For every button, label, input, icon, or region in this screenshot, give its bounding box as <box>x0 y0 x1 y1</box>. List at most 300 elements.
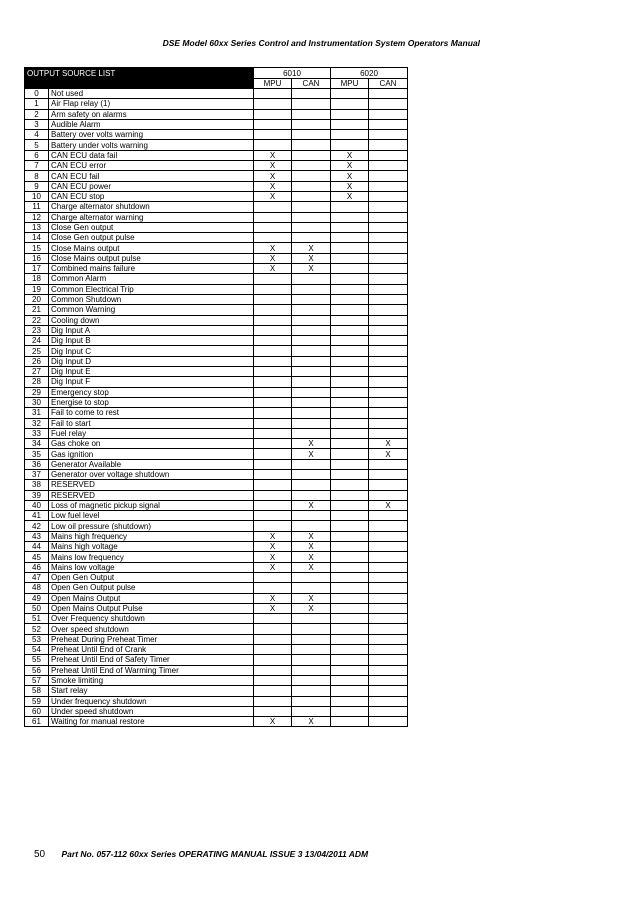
support-mark-cell <box>369 634 408 644</box>
row-label: Preheat Until End of Safety Timer <box>49 655 254 665</box>
support-mark-cell <box>254 706 292 716</box>
support-mark-cell <box>331 294 369 304</box>
row-label: Open Gen Output <box>49 572 254 582</box>
row-number: 18 <box>25 274 49 284</box>
support-mark-cell: X <box>369 500 408 510</box>
support-mark-cell <box>369 418 408 428</box>
table-row <box>25 305 408 315</box>
subheader-mpu: MPU <box>331 79 369 89</box>
support-mark-cell <box>369 521 408 531</box>
support-mark-cell <box>254 459 292 469</box>
table-row <box>25 696 408 706</box>
support-mark-cell <box>254 449 292 459</box>
support-mark-cell: X <box>254 542 292 552</box>
support-mark-cell <box>331 439 369 449</box>
support-mark-cell <box>369 531 408 541</box>
support-mark-cell <box>254 511 292 521</box>
row-number: 0 <box>25 89 49 99</box>
support-mark-cell <box>292 274 331 284</box>
row-label: Common Warning <box>49 305 254 315</box>
support-mark-cell <box>369 181 408 191</box>
row-number: 28 <box>25 377 49 387</box>
row-number: 37 <box>25 469 49 479</box>
row-number: 39 <box>25 490 49 500</box>
table-row <box>25 243 408 253</box>
support-mark-cell <box>292 284 331 294</box>
row-label: Close Gen output <box>49 222 254 232</box>
row-label: Generator over voltage shutdown <box>49 469 254 479</box>
row-number: 38 <box>25 480 49 490</box>
support-mark-cell <box>369 624 408 634</box>
support-mark-cell: X <box>292 264 331 274</box>
support-mark-cell: X <box>292 593 331 603</box>
row-number: 45 <box>25 552 49 562</box>
support-mark-cell <box>254 634 292 644</box>
row-number: 2 <box>25 109 49 119</box>
row-label: Fail to come to rest <box>49 408 254 418</box>
support-mark-cell <box>331 572 369 582</box>
row-number: 59 <box>25 696 49 706</box>
table-row <box>25 336 408 346</box>
support-mark-cell: X <box>292 500 331 510</box>
table-row <box>25 171 408 181</box>
support-mark-cell <box>369 552 408 562</box>
table-row <box>25 624 408 634</box>
table-row <box>25 99 408 109</box>
table-row <box>25 181 408 191</box>
table-row <box>25 603 408 613</box>
row-number: 43 <box>25 531 49 541</box>
support-mark-cell: X <box>292 717 331 727</box>
support-mark-cell <box>254 500 292 510</box>
support-mark-cell: X <box>254 253 292 263</box>
support-mark-cell <box>254 665 292 675</box>
support-mark-cell <box>369 387 408 397</box>
support-mark-cell <box>331 397 369 407</box>
row-label: Gas ignition <box>49 449 254 459</box>
table-row <box>25 480 408 490</box>
support-mark-cell <box>369 233 408 243</box>
support-mark-cell <box>369 294 408 304</box>
table-row <box>25 449 408 459</box>
page-number: 50 <box>34 849 46 860</box>
support-mark-cell <box>331 645 369 655</box>
support-mark-cell <box>369 315 408 325</box>
row-number: 32 <box>25 418 49 428</box>
support-mark-cell <box>254 490 292 500</box>
row-number: 56 <box>25 665 49 675</box>
support-mark-cell <box>254 645 292 655</box>
support-mark-cell: X <box>331 161 369 171</box>
row-label: Charge alternator shutdown <box>49 202 254 212</box>
support-mark-cell <box>369 686 408 696</box>
row-label: Gas choke on <box>49 439 254 449</box>
support-mark-cell: X <box>292 552 331 562</box>
support-mark-cell: X <box>292 542 331 552</box>
support-mark-cell <box>331 634 369 644</box>
support-mark-cell <box>331 686 369 696</box>
support-mark-cell: X <box>331 191 369 201</box>
support-mark-cell <box>292 686 331 696</box>
table-row <box>25 459 408 469</box>
row-number: 26 <box>25 356 49 366</box>
table-row <box>25 665 408 675</box>
support-mark-cell <box>292 89 331 99</box>
row-label: Dig Input A <box>49 325 254 335</box>
support-mark-cell <box>369 222 408 232</box>
row-label: Dig Input E <box>49 367 254 377</box>
row-label: Arm safety on alarms <box>49 109 254 119</box>
table-row <box>25 511 408 521</box>
row-label: Preheat Until End of Crank <box>49 645 254 655</box>
support-mark-cell <box>254 325 292 335</box>
support-mark-cell <box>369 150 408 160</box>
support-mark-cell <box>292 99 331 109</box>
support-mark-cell <box>292 521 331 531</box>
support-mark-cell <box>369 397 408 407</box>
row-label: Waiting for manual restore <box>49 717 254 727</box>
table-row <box>25 387 408 397</box>
support-mark-cell <box>254 109 292 119</box>
support-mark-cell <box>292 119 331 129</box>
support-mark-cell <box>331 336 369 346</box>
table-row <box>25 428 408 438</box>
support-mark-cell <box>292 675 331 685</box>
row-number: 27 <box>25 367 49 377</box>
support-mark-cell <box>254 119 292 129</box>
support-mark-cell <box>331 253 369 263</box>
table-row <box>25 202 408 212</box>
support-mark-cell: X <box>254 717 292 727</box>
support-mark-cell <box>292 233 331 243</box>
support-mark-cell: X <box>292 531 331 541</box>
table-row <box>25 521 408 531</box>
table-row <box>25 274 408 284</box>
row-number: 23 <box>25 325 49 335</box>
support-mark-cell <box>369 99 408 109</box>
row-label: Audible Alarm <box>49 119 254 129</box>
row-label: CAN ECU data fail <box>49 150 254 160</box>
support-mark-cell <box>254 89 292 99</box>
row-label: RESERVED <box>49 490 254 500</box>
support-mark-cell <box>292 222 331 232</box>
table-row <box>25 130 408 140</box>
support-mark-cell <box>254 336 292 346</box>
support-mark-cell <box>369 274 408 284</box>
table-row <box>25 397 408 407</box>
support-mark-cell <box>331 89 369 99</box>
support-mark-cell <box>254 130 292 140</box>
row-label: Charge alternator warning <box>49 212 254 222</box>
support-mark-cell: X <box>369 449 408 459</box>
table-row <box>25 686 408 696</box>
support-mark-cell <box>254 614 292 624</box>
support-mark-cell: X <box>254 171 292 181</box>
row-label: Close Mains output <box>49 243 254 253</box>
support-mark-cell <box>292 387 331 397</box>
support-mark-cell <box>369 572 408 582</box>
support-mark-cell <box>331 367 369 377</box>
row-label: Low fuel level <box>49 511 254 521</box>
table-row <box>25 367 408 377</box>
support-mark-cell <box>331 346 369 356</box>
support-mark-cell <box>369 377 408 387</box>
support-mark-cell <box>369 665 408 675</box>
support-mark-cell <box>331 119 369 129</box>
support-mark-cell <box>369 469 408 479</box>
support-mark-cell <box>369 367 408 377</box>
table-row <box>25 572 408 582</box>
support-mark-cell <box>254 583 292 593</box>
support-mark-cell <box>369 212 408 222</box>
support-mark-cell <box>369 490 408 500</box>
row-number: 47 <box>25 572 49 582</box>
model-6020-header: 6020 <box>331 68 408 79</box>
support-mark-cell: X <box>254 150 292 160</box>
table-row <box>25 531 408 541</box>
support-mark-cell <box>369 171 408 181</box>
row-label: Mains high frequency <box>49 531 254 541</box>
support-mark-cell <box>369 202 408 212</box>
row-label: Fuel relay <box>49 428 254 438</box>
support-mark-cell <box>292 408 331 418</box>
table-row <box>25 233 408 243</box>
row-number: 22 <box>25 315 49 325</box>
row-label: CAN ECU error <box>49 161 254 171</box>
table-row <box>25 109 408 119</box>
support-mark-cell <box>292 624 331 634</box>
support-mark-cell <box>369 717 408 727</box>
row-label: Dig Input B <box>49 336 254 346</box>
row-label: Close Gen output pulse <box>49 233 254 243</box>
support-mark-cell <box>331 531 369 541</box>
support-mark-cell <box>331 511 369 521</box>
table-row <box>25 119 408 129</box>
support-mark-cell <box>369 191 408 201</box>
support-mark-cell: X <box>254 161 292 171</box>
support-mark-cell <box>369 459 408 469</box>
support-mark-cell: X <box>369 439 408 449</box>
support-mark-cell <box>331 665 369 675</box>
table-row <box>25 542 408 552</box>
table-row <box>25 614 408 624</box>
support-mark-cell <box>292 109 331 119</box>
support-mark-cell <box>331 387 369 397</box>
table-row <box>25 284 408 294</box>
output-source-table <box>24 67 408 727</box>
row-label: Mains low voltage <box>49 562 254 572</box>
table-row <box>25 562 408 572</box>
row-number: 44 <box>25 542 49 552</box>
support-mark-cell <box>292 614 331 624</box>
row-label: Common Alarm <box>49 274 254 284</box>
support-mark-cell <box>369 706 408 716</box>
support-mark-cell <box>254 284 292 294</box>
row-label: Open Mains Output Pulse <box>49 603 254 613</box>
support-mark-cell <box>292 706 331 716</box>
support-mark-cell <box>369 614 408 624</box>
row-label: Dig Input C <box>49 346 254 356</box>
support-mark-cell <box>254 140 292 150</box>
support-mark-cell <box>292 212 331 222</box>
row-number: 48 <box>25 583 49 593</box>
support-mark-cell <box>331 130 369 140</box>
support-mark-cell <box>292 634 331 644</box>
support-mark-cell <box>369 562 408 572</box>
support-mark-cell <box>369 696 408 706</box>
row-label: Low oil pressure (shutdown) <box>49 521 254 531</box>
support-mark-cell <box>254 346 292 356</box>
support-mark-cell <box>331 696 369 706</box>
row-label: Emergency stop <box>49 387 254 397</box>
table-title: OUTPUT SOURCE LIST <box>25 68 254 79</box>
support-mark-cell <box>292 645 331 655</box>
support-mark-cell <box>254 202 292 212</box>
support-mark-cell: X <box>254 593 292 603</box>
support-mark-cell <box>292 469 331 479</box>
support-mark-cell <box>292 696 331 706</box>
table-row <box>25 439 408 449</box>
row-label: Battery under volts warning <box>49 140 254 150</box>
row-label: Smoke limiting <box>49 675 254 685</box>
support-mark-cell <box>254 439 292 449</box>
table-row <box>25 294 408 304</box>
row-label: Open Gen Output pulse <box>49 583 254 593</box>
support-mark-cell <box>369 428 408 438</box>
row-number: 60 <box>25 706 49 716</box>
support-mark-cell <box>292 377 331 387</box>
support-mark-cell <box>331 655 369 665</box>
support-mark-cell <box>292 459 331 469</box>
support-mark-cell <box>292 130 331 140</box>
row-number: 33 <box>25 428 49 438</box>
support-mark-cell <box>254 418 292 428</box>
row-label: CAN ECU power <box>49 181 254 191</box>
table-row <box>25 655 408 665</box>
support-mark-cell <box>254 696 292 706</box>
support-mark-cell <box>292 171 331 181</box>
table-row <box>25 315 408 325</box>
support-mark-cell <box>331 377 369 387</box>
row-number: 9 <box>25 181 49 191</box>
row-label: Dig Input D <box>49 356 254 366</box>
support-mark-cell <box>331 521 369 531</box>
row-label: Mains low frequency <box>49 552 254 562</box>
support-mark-cell <box>292 336 331 346</box>
support-mark-cell <box>369 346 408 356</box>
support-mark-cell <box>292 655 331 665</box>
row-label: Over speed shutdown <box>49 624 254 634</box>
support-mark-cell <box>331 552 369 562</box>
row-number: 50 <box>25 603 49 613</box>
support-mark-cell <box>331 212 369 222</box>
table-row <box>25 140 408 150</box>
row-number: 29 <box>25 387 49 397</box>
support-mark-cell <box>369 325 408 335</box>
table-row <box>25 490 408 500</box>
support-mark-cell <box>254 315 292 325</box>
support-mark-cell <box>369 253 408 263</box>
support-mark-cell <box>331 490 369 500</box>
row-label: Preheat Until End of Warming Timer <box>49 665 254 675</box>
table-row <box>25 634 408 644</box>
row-number: 34 <box>25 439 49 449</box>
support-mark-cell <box>331 603 369 613</box>
table-row <box>25 706 408 716</box>
table-row <box>25 264 408 274</box>
support-mark-cell <box>292 572 331 582</box>
support-mark-cell <box>292 305 331 315</box>
support-mark-cell <box>331 614 369 624</box>
support-mark-cell <box>369 130 408 140</box>
support-mark-cell <box>369 480 408 490</box>
row-number: 46 <box>25 562 49 572</box>
table-row <box>25 552 408 562</box>
support-mark-cell <box>331 356 369 366</box>
support-mark-cell: X <box>292 243 331 253</box>
row-number: 41 <box>25 511 49 521</box>
support-mark-cell <box>254 686 292 696</box>
support-mark-cell <box>331 583 369 593</box>
subheader-filler <box>25 79 254 89</box>
table-header-row <box>25 68 408 79</box>
page-footer <box>34 849 368 860</box>
support-mark-cell <box>331 315 369 325</box>
support-mark-cell <box>331 305 369 315</box>
support-mark-cell <box>254 480 292 490</box>
support-mark-cell <box>292 490 331 500</box>
row-number: 13 <box>25 222 49 232</box>
support-mark-cell <box>331 99 369 109</box>
support-mark-cell <box>331 243 369 253</box>
support-mark-cell <box>331 202 369 212</box>
support-mark-cell <box>331 408 369 418</box>
table-row <box>25 645 408 655</box>
row-number: 20 <box>25 294 49 304</box>
support-mark-cell <box>292 428 331 438</box>
row-number: 61 <box>25 717 49 727</box>
support-mark-cell <box>369 264 408 274</box>
support-mark-cell: X <box>331 171 369 181</box>
row-label: Start relay <box>49 686 254 696</box>
row-label: Preheat During Preheat Timer <box>49 634 254 644</box>
support-mark-cell <box>369 511 408 521</box>
support-mark-cell <box>292 202 331 212</box>
row-label: RESERVED <box>49 480 254 490</box>
support-mark-cell <box>369 89 408 99</box>
support-mark-cell <box>331 459 369 469</box>
support-mark-cell <box>292 418 331 428</box>
table-row <box>25 408 408 418</box>
support-mark-cell <box>254 408 292 418</box>
support-mark-cell <box>254 222 292 232</box>
support-mark-cell <box>254 624 292 634</box>
support-mark-cell <box>254 397 292 407</box>
support-mark-cell <box>292 480 331 490</box>
row-number: 53 <box>25 634 49 644</box>
support-mark-cell <box>292 161 331 171</box>
row-number: 58 <box>25 686 49 696</box>
support-mark-cell <box>369 408 408 418</box>
page-header: DSE Model 60xx Series Control and Instrumentation System Operators Manual <box>162 38 480 48</box>
row-number: 14 <box>25 233 49 243</box>
table-row <box>25 253 408 263</box>
support-mark-cell: X <box>292 562 331 572</box>
row-label: Combined mains failure <box>49 264 254 274</box>
support-mark-cell <box>331 222 369 232</box>
row-label: Air Flap relay (1) <box>49 99 254 109</box>
support-mark-cell <box>254 305 292 315</box>
